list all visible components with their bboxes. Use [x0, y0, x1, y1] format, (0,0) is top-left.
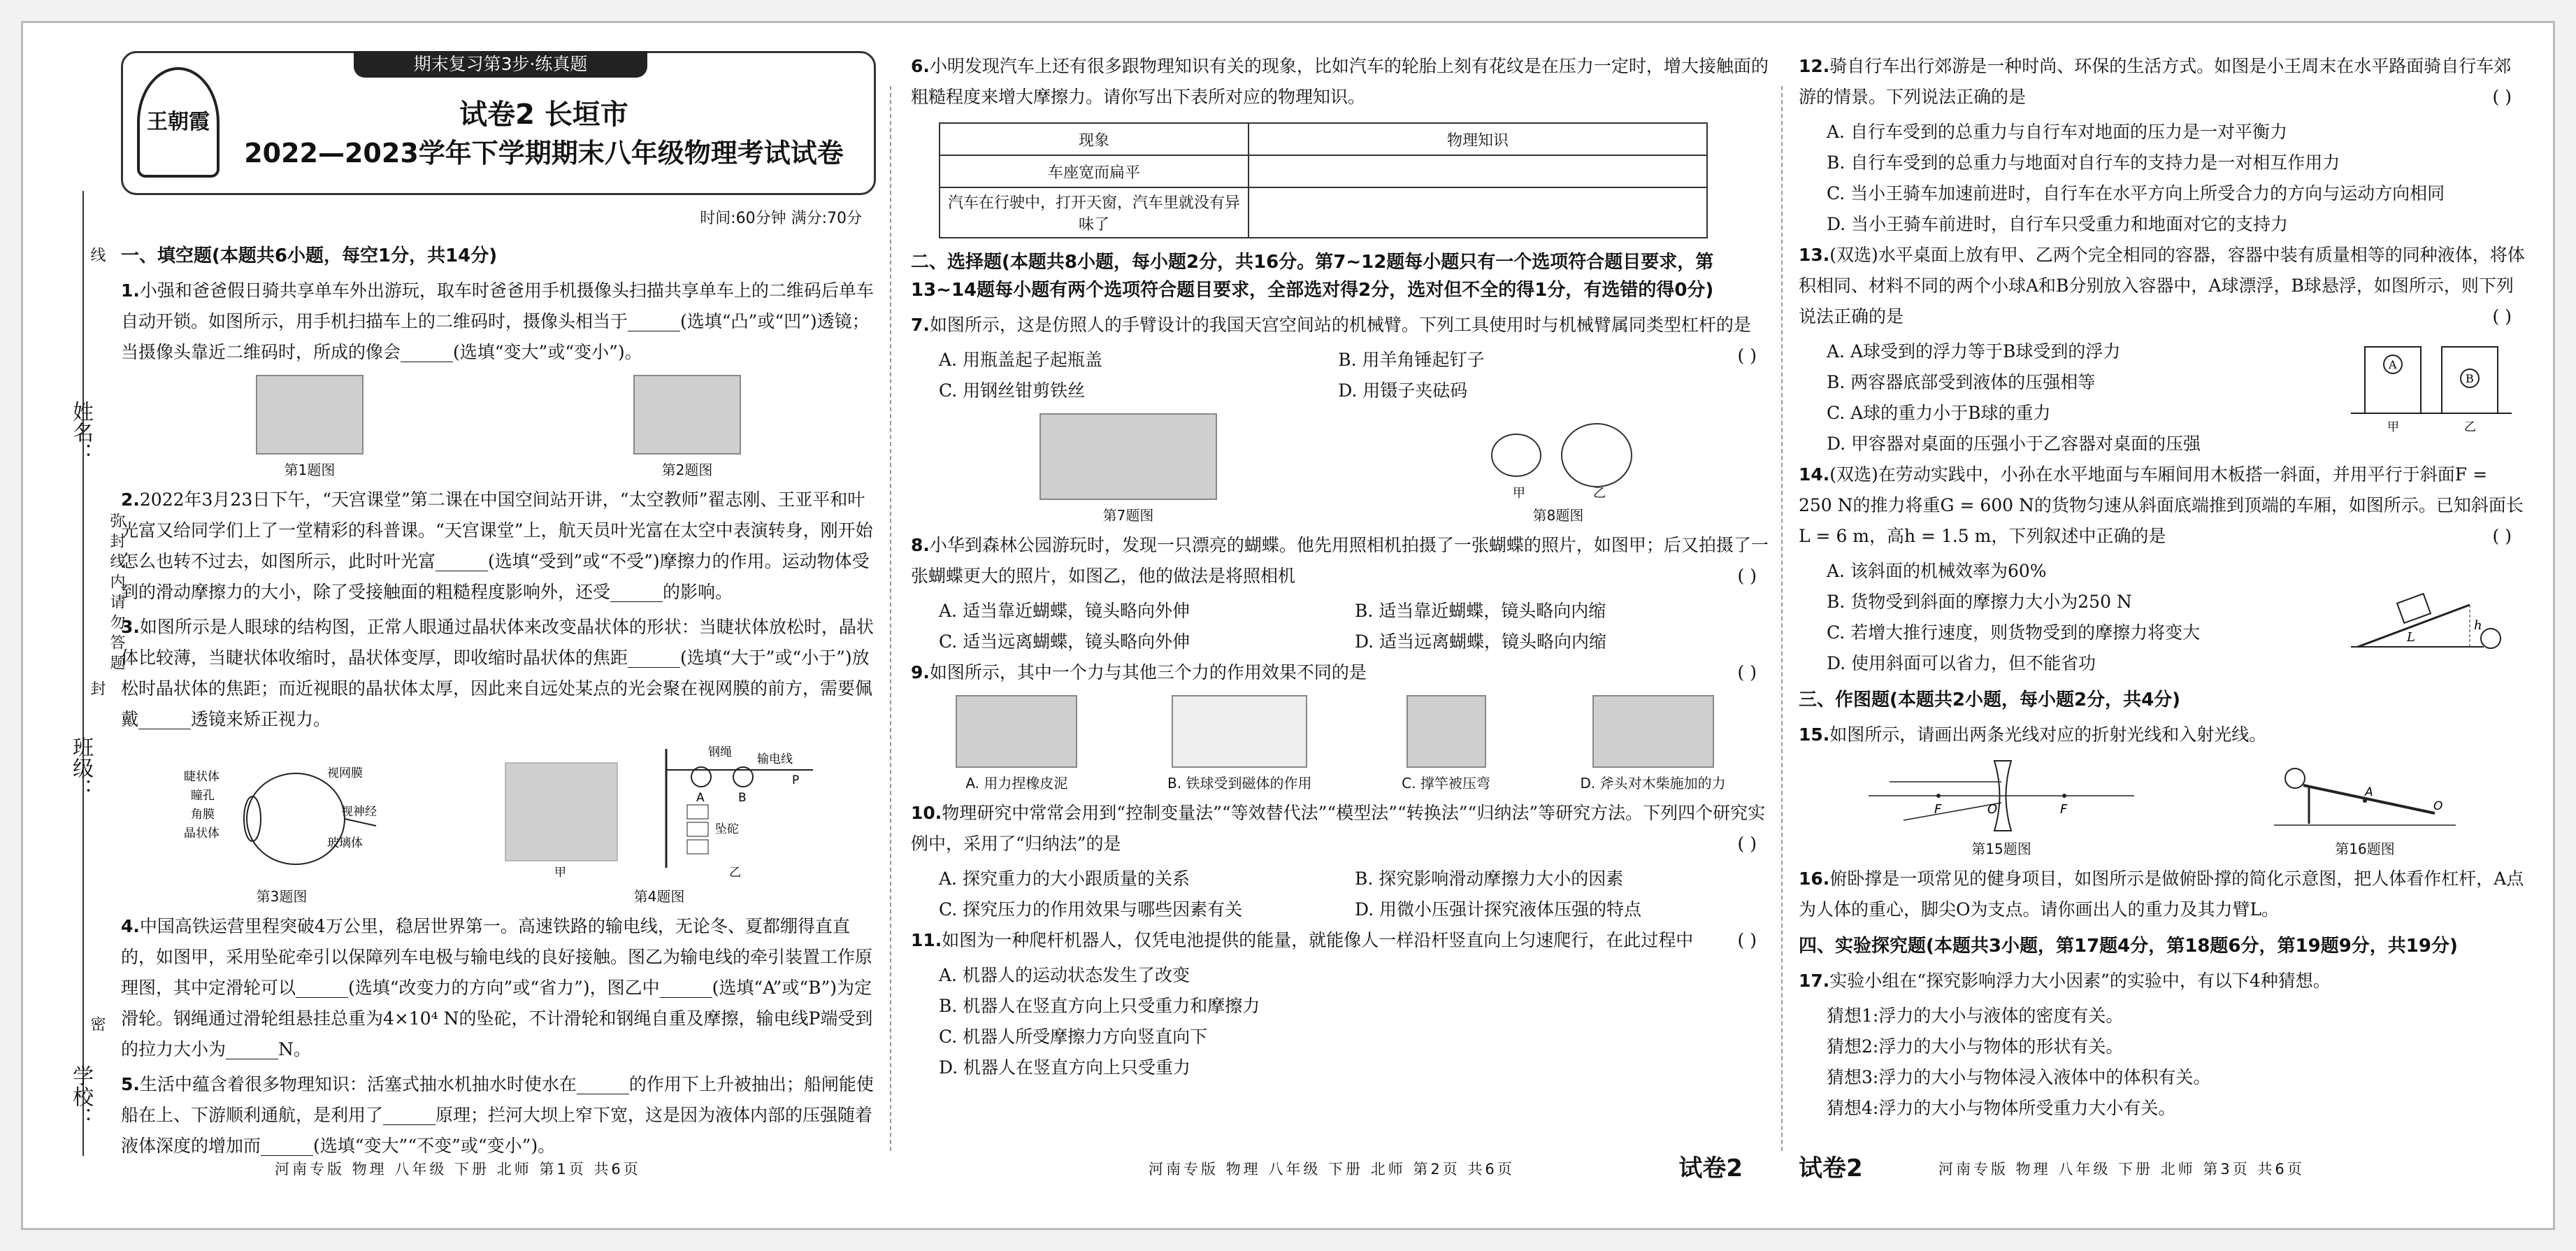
option-a[interactable]: A. A球受到的浮力等于B球受到的浮力: [1827, 341, 2121, 362]
question-text: 如图所示，请画出两条光线对应的折射光线和入射光线。: [1829, 724, 2267, 745]
school-label: 学校：: [69, 1065, 93, 1128]
figure-row: [121, 742, 876, 906]
option-b[interactable]: B. 货物受到斜面的摩擦力大小为250 N: [1827, 592, 2132, 612]
question-text: 中国高铁运营里程突破4万公里，稳居世界第一。高速铁路的输电线，无论冬、夏都绷得直直的，如图甲，采用坠砣牵引以保障列车电极与输电线的良好接触。图乙为输电线的牵引装置工作原理图，其中定滑轮可以______(选填“改变力的方向”或“省力”)，图乙中______(选填“A”或“B”)为定滑轮。钢绳通过滑轮组悬挂总重为4×10⁴ N的坠砣，不计滑轮和钢绳自重及摩擦，输电线P端受到的拉力大小为______N。: [121, 916, 873, 1059]
lens-label: O: [1987, 802, 1998, 817]
name-label: 姓名：: [69, 401, 93, 464]
eye-label: 角膜: [191, 808, 215, 822]
diagram-magnet: [1172, 695, 1307, 768]
column-3: [1799, 51, 2526, 1182]
photo-clay: [956, 695, 1077, 768]
lens-label: F: [1934, 802, 1942, 817]
pulley-label: 甲: [554, 866, 566, 880]
question-9: [911, 657, 1771, 688]
option-c[interactable]: C. 适当远离蝴蝶，镜头略向外伸: [939, 631, 1190, 652]
seal-mark-1: 线: [86, 247, 108, 262]
option-c[interactable]: C. A球的重力小于B球的重力: [1827, 403, 2051, 423]
option-b[interactable]: B. 适当靠近蝴蝶，镜头略向内缩: [1355, 601, 1606, 621]
question-10: [911, 798, 1771, 859]
question-11: [911, 925, 1771, 956]
ball-label: B: [2466, 372, 2474, 385]
eye-label: 睫状体: [184, 770, 220, 784]
option-d[interactable]: D. 当小王骑车前进时，自行车只受重力和地面对它的支持力: [1827, 214, 2289, 234]
photo-phone-scan: [256, 375, 364, 455]
question-text: 小强和爸爸假日骑共享单车外出游玩，取车时爸爸用手机摄像头扫描共享单车上的二维码后单车自动开锁。如图所示，用手机扫描车上的二维码时，摄像头相当于______(选填“凸”或“凹”)透镜；当摄像头靠近二维码时，所成的像会______(选填“变大”或“变小”)。: [121, 280, 874, 362]
figure-caption: 第8题图: [1532, 507, 1584, 524]
column-2: [911, 51, 1771, 1182]
question-number: 3.: [121, 617, 140, 637]
option-c[interactable]: C. 当小王骑车加速前进时，自行车在水平方向上所受合力的方向与运动方向相同: [1827, 183, 2445, 203]
question-text: 如图所示，其中一个力与其他三个力的作用效果不同的是: [929, 662, 1367, 682]
option-c[interactable]: C. 用钢丝钳剪铁丝: [939, 380, 1086, 401]
table-cell: 汽车在行驶中，打开天窗，汽车里就没有异味了: [940, 187, 1249, 238]
guess-item: 猜想4:浮力的大小与物体所受重力大小有关。: [1827, 1098, 2176, 1118]
answer-paren[interactable]: ( ): [2492, 526, 2512, 546]
pulley-label: 钢绳: [708, 745, 732, 759]
section-heading: 四、实验探究题(本题共3小题，第17题4分，第18题6分，第19题9分，共19分): [1799, 936, 2458, 957]
brand-logo: 王朝霞: [137, 67, 220, 178]
question-number: 9.: [911, 662, 930, 682]
options: [1799, 117, 2526, 240]
figure-caption: 第4题图: [633, 888, 685, 905]
guess-item: 猜想1:浮力的大小与液体的密度有关。: [1827, 1006, 2124, 1026]
table-row: [940, 155, 1707, 187]
question-4: [121, 911, 876, 1065]
incline-label: h: [2474, 618, 2482, 633]
question-text: 俯卧撑是一项常见的健身项目，如图所示是做俯卧撑的简化示意图，把人体看作杠杆，A点为人体的重心，脚尖O为支点。请你画出人的重力及其力臂L。: [1799, 868, 2524, 920]
question-number: 16.: [1799, 868, 1830, 889]
option-b[interactable]: B. 两容器底部受到液体的压强相等: [1827, 372, 2096, 392]
option-d[interactable]: D. 机器人在竖直方向上只受重力: [939, 1057, 1191, 1078]
eye-label: 视神经: [341, 805, 377, 819]
option-a[interactable]: A. 适当靠近蝴蝶，镜头略向外伸: [939, 601, 1190, 621]
butterfly-diagram: [1474, 417, 1642, 501]
guess-item: 猜想2:浮力的大小与物体的形状有关。: [1827, 1036, 2124, 1057]
section-heading: 二、选择题(本题共8小题，每小题2分，共16分。第7~12题每小题只有一个选项符合题目要求，第13~14题每小题有两个选项符合题目要求，全部选对得2分，选对但不全的得1分，有选错的得0分): [911, 252, 1714, 301]
table-header: 物理知识: [1249, 123, 1707, 155]
table-row: [940, 187, 1707, 238]
step-tab: 期末复习第3步·练真题: [354, 51, 647, 78]
figure-3: [177, 756, 387, 906]
figure-9d: [1581, 695, 1726, 792]
question-1: [121, 276, 876, 368]
figure-7: [1039, 413, 1217, 524]
question-text: 如图所示是人眼球的结构图，正常人眼通过晶状体来改变晶状体的形状：当睫状体放松时，晶状体比较薄，当睫状体收缩时，晶状体变厚，即收缩时晶状体的焦距______(选填“大于”或“小于”)放松时晶状体的焦距；而近视眼的晶状体太厚，因此来自远处某点的光会聚在视网膜的前方，需要佩戴______透镜来矫正视力。: [121, 617, 874, 729]
pushup-label: O: [2433, 799, 2443, 813]
container-label: 乙: [2464, 420, 2476, 434]
photo-axe: [1592, 695, 1714, 768]
question-text: 小华到森林公园游玩时，发现一只漂亮的蝴蝶。他先用照相机拍摄了一张蝴蝶的照片，如图甲；后又拍摄了一张蝴蝶更大的照片，如图乙，他的做法是将照相机: [911, 535, 1769, 586]
paper-header: [121, 51, 876, 195]
option-a[interactable]: A. 该斜面的机械效率为60%: [1827, 561, 2047, 581]
figure-16: [2267, 757, 2463, 858]
option-b[interactable]: B. 机器人在竖直方向上只受重力和摩擦力: [939, 996, 1260, 1016]
pulley-label: P: [792, 773, 800, 787]
answer-paren[interactable]: ( ): [2492, 87, 2512, 107]
paper-mark: 试卷2: [1799, 1155, 1863, 1182]
page-footer: 河南专版 物理 八年级 下册 北师 第3页 共6页: [1938, 1161, 2305, 1178]
figure-row: [911, 413, 1771, 524]
column-1: [121, 51, 876, 1179]
option-d[interactable]: D. 使用斜面可以省力，但不能省功: [1827, 653, 2096, 673]
photo-pole-vault: [1406, 695, 1486, 768]
page-footer: 河南专版 物理 八年级 下册 北师 第1页 共6页: [275, 1161, 641, 1178]
figure-9b: [1167, 695, 1311, 792]
exam-sheet: [21, 21, 2555, 1230]
pulley-label: 乙: [729, 866, 741, 880]
question-number: 7.: [911, 315, 930, 335]
option-c[interactable]: C. 机器人所受摩擦力方向竖直向下: [939, 1027, 1208, 1047]
option-a[interactable]: A. 用瓶盖起子起瓶盖: [939, 350, 1102, 370]
seal-mark-2: 封: [86, 680, 108, 696]
figure-9c: [1402, 695, 1490, 792]
figure-caption: 第2题图: [661, 462, 713, 478]
question-text: 物理研究中常常会用到“控制变量法”“等效替代法”“模型法”“转换法”“归纳法”等研究方法。下列四个研究实例中，采用了“归纳法”的是: [911, 803, 1766, 854]
question-14: [1799, 459, 2526, 552]
question-number: 2.: [121, 489, 140, 510]
eye-diagram: [177, 756, 387, 882]
question-3: [121, 612, 876, 735]
answer-paren[interactable]: ( ): [1737, 930, 1757, 950]
eye-label: 视网膜: [327, 766, 363, 780]
section-heading: 三、作图题(本题共2小题，每小题2分，共4分): [1799, 689, 2181, 710]
question-5: [121, 1069, 876, 1161]
page-footer: 河南专版 物理 八年级 下册 北师 第2页 共6页: [1149, 1161, 1515, 1178]
containers-diagram: [2351, 336, 2512, 434]
eye-label: 晶状体: [184, 827, 220, 841]
question-2: [121, 485, 876, 608]
q14-block: [1799, 556, 2526, 679]
option-d[interactable]: D. 用镊子夹砝码: [1338, 380, 1468, 401]
question-8: [911, 530, 1771, 592]
seal-mark-3: 密: [86, 1016, 108, 1031]
lens-label: F: [2060, 802, 2068, 817]
question-number: 12.: [1799, 56, 1830, 76]
column-divider: [1781, 86, 1783, 1151]
pulley-diagram: [498, 742, 820, 882]
option-c[interactable]: C. 若增大推行速度，则货物受到的摩擦力将变大: [1827, 622, 2201, 643]
option-c[interactable]: C. 撑竿被压弯: [1402, 775, 1490, 792]
figure-caption: 第15题图: [1971, 841, 2031, 857]
eye-label: 瞳孔: [191, 789, 215, 803]
question-number: 8.: [911, 535, 930, 555]
question-text: 如图所示，这是仿照人的手臂设计的我国天宫空间站的机械臂。下列工具使用时与机械臂属同类型杠杆的是: [929, 315, 1751, 335]
pushup-label: A: [2365, 785, 2373, 799]
question-number: 15.: [1799, 724, 1830, 745]
figure-8: [1474, 417, 1642, 524]
eye-label: 玻璃体: [327, 836, 363, 850]
answer-paren[interactable]: ( ): [1737, 345, 1757, 366]
seal-line: [82, 191, 84, 1156]
lens-diagram: [1862, 757, 2141, 834]
option-b[interactable]: B. 用羊角锤起钉子: [1338, 350, 1485, 370]
pulley-label: A: [696, 791, 705, 805]
option-d[interactable]: D. 用微小压强计探究液体压强的特点: [1355, 899, 1642, 920]
question-13: [1799, 240, 2526, 332]
question-17: [1799, 966, 2526, 996]
figure-label: 乙: [1593, 486, 1606, 501]
option-c[interactable]: C. 探究压力的作用效果与哪些因素有关: [939, 899, 1243, 920]
seal-note: 弥 封 线 内 请 勿 答 题: [108, 513, 125, 670]
answer-paren[interactable]: ( ): [1737, 834, 1757, 854]
question-number: 11.: [911, 930, 942, 950]
class-label: 班级：: [69, 736, 93, 799]
figure-row: [121, 375, 876, 479]
question-text: 实验小组在“探究影响浮力大小因素”的实验中，有以下4种猜想。: [1829, 971, 2331, 991]
question-number: 5.: [121, 1074, 140, 1094]
binding-margin: [44, 191, 125, 1156]
answer-cell[interactable]: [1249, 155, 1707, 187]
figure-label: 甲: [1513, 486, 1525, 501]
exam-meta: 时间:60分钟 满分:70分: [700, 210, 862, 227]
figure-caption: 第16题图: [2335, 841, 2395, 857]
option-a[interactable]: A. 用力捏橡皮泥: [965, 775, 1068, 792]
paper-subtitle: 2022—2023学年下学期期末八年级物理考试试卷: [244, 138, 844, 169]
question-number: 13.: [1799, 245, 1830, 265]
option-a[interactable]: A. 探究重力的大小跟质量的关系: [939, 868, 1190, 889]
answer-paren[interactable]: ( ): [2492, 306, 2512, 327]
pulley-label: 坠砣: [715, 822, 739, 836]
figure-caption: 第1题图: [284, 462, 336, 478]
question-text: 如图为一种爬杆机器人，仅凭电池提供的能量，就能像人一样沿杆竖直向上匀速爬行，在此过程中: [942, 930, 1694, 950]
figure-caption: 第3题图: [256, 888, 308, 905]
question-number: 6.: [911, 56, 930, 76]
guess-item: 猜想3:浮力的大小与物体浸入液体中的体积有关。: [1827, 1067, 2211, 1087]
figure-row: [1799, 757, 2526, 858]
paper-mark: 试卷2: [1678, 1155, 1743, 1182]
question-text: 小明发现汽车上还有很多跟物理知识有关的现象，比如汽车的轮胎上刻有花纹是在压力一定时，增大接触面的粗糙程度来增大摩擦力。请你写出下表所对应的物理知识。: [911, 56, 1769, 107]
question-12: [1799, 51, 2526, 113]
question-6: [911, 51, 1771, 113]
paper-title: 试卷2 长垣市: [459, 99, 628, 131]
question-text: 生活中蕴含着很多物理知识：活塞式抽水机抽水时使水在______的作用下上升被抽出；船闸能使船在上、下游顺利通航，是利用了______原理；拦河大坝上窄下宽，这是因为液体内部的压强随着液体深度的增加而______(选填“变大”“不变”或“变小”)。: [121, 1074, 874, 1156]
figure-1: [256, 375, 364, 479]
option-b[interactable]: B. 自行车受到的总重力与地面对自行车的支持力是一对相互作用力: [1827, 152, 2340, 173]
option-d[interactable]: D. 斧头对木柴施加的力: [1580, 775, 1726, 792]
q13-block: [1799, 336, 2526, 459]
ball-label: A: [2389, 358, 2397, 371]
question-number: 17.: [1799, 971, 1830, 991]
pulley-label: B: [738, 791, 747, 805]
option-d[interactable]: D. 甲容器对桌面的压强小于乙容器对桌面的压强: [1827, 434, 2201, 454]
incline-label: L: [2407, 630, 2415, 645]
option-a[interactable]: A. 机器人的运动状态发生了改变: [939, 965, 1190, 985]
container-label: 甲: [2387, 420, 2399, 434]
figure-4: [498, 742, 820, 906]
figure-9a: [956, 695, 1077, 792]
section-heading: 一、填空题(本题共6小题，每空1分，共14分): [121, 245, 498, 266]
options: [911, 864, 1771, 925]
question-number: 10.: [911, 803, 942, 823]
question-16: [1799, 864, 2526, 925]
option-b[interactable]: B. 铁球受到磁体的作用: [1167, 775, 1312, 792]
question-text: (双选)水平桌面上放有甲、乙两个完全相同的容器，容器中装有质量相等的同种液体，将体积相同、材料不同的两个小球A和B分别放入容器中，A球漂浮，B球悬浮，如图所示，则下列说法正确的是: [1799, 245, 2525, 327]
option-a[interactable]: A. 自行车受到的总重力与自行车对地面的压力是一对平衡力: [1827, 122, 2287, 142]
photo-robot-arm: [1039, 413, 1217, 500]
table-cell: 车座宽而扁平: [940, 155, 1249, 187]
guess-list: [1799, 1001, 2526, 1124]
answer-paren[interactable]: ( ): [1737, 662, 1757, 682]
figure-15: [1862, 757, 2141, 858]
incline-diagram: [2344, 556, 2512, 661]
options: [911, 596, 1771, 657]
photo-astronaut: [633, 375, 741, 455]
pushup-diagram: [2267, 757, 2463, 834]
figure-row: [911, 695, 1771, 792]
question-text: 2022年3月23日下午，“天宫课堂”第二课在中国空间站开讲，“太空教师”翟志刚、王亚平和叶光富又给同学们上了一堂精彩的科普课。“天宫课堂”上，航天员叶光富在太空中表演转身，刚开始怎么也转不过去，如图所示，此时叶光富______(选填“受到”或“不受”)摩擦力的作用。运动物体受到的滑动摩擦力的大小，除了受接触面的粗糙程度影响外，还受______的影响。: [121, 489, 873, 602]
figure-caption: 第7题图: [1102, 507, 1154, 524]
answer-paren[interactable]: ( ): [1737, 566, 1757, 586]
option-d[interactable]: D. 适当远离蝴蝶，镜头略向内缩: [1355, 631, 1607, 652]
options: [911, 345, 1738, 406]
knowledge-table: [939, 122, 1708, 238]
question-text: (双选)在劳动实践中，小孙在水平地面与车厢间用木板搭一斜面，并用平行于斜面F = 250 N的推力将重G = 600 N的货物匀速从斜面底端推到顶端的车厢，如图所示。已知斜面长L = 6 m，高h = 1.5 m，下列叙述中正确的是: [1799, 464, 2524, 546]
table-header: 现象: [940, 123, 1249, 155]
column-divider: [890, 86, 891, 1151]
pulley-label: 输电线: [757, 752, 793, 766]
options: [911, 960, 1771, 1083]
question-number: 1.: [121, 280, 140, 301]
answer-cell[interactable]: [1249, 187, 1707, 238]
question-text: 骑自行车出行郊游是一种时尚、环保的生活方式。如图是小王周末在水平路面骑自行车郊游的情景。下列说法正确的是: [1799, 56, 2512, 107]
question-number: 14.: [1799, 464, 1830, 485]
option-b[interactable]: B. 探究影响滑动摩擦力大小的因素: [1355, 868, 1624, 889]
question-15: [1799, 720, 2526, 750]
figure-2: [633, 375, 741, 479]
question-number: 4.: [121, 916, 140, 936]
